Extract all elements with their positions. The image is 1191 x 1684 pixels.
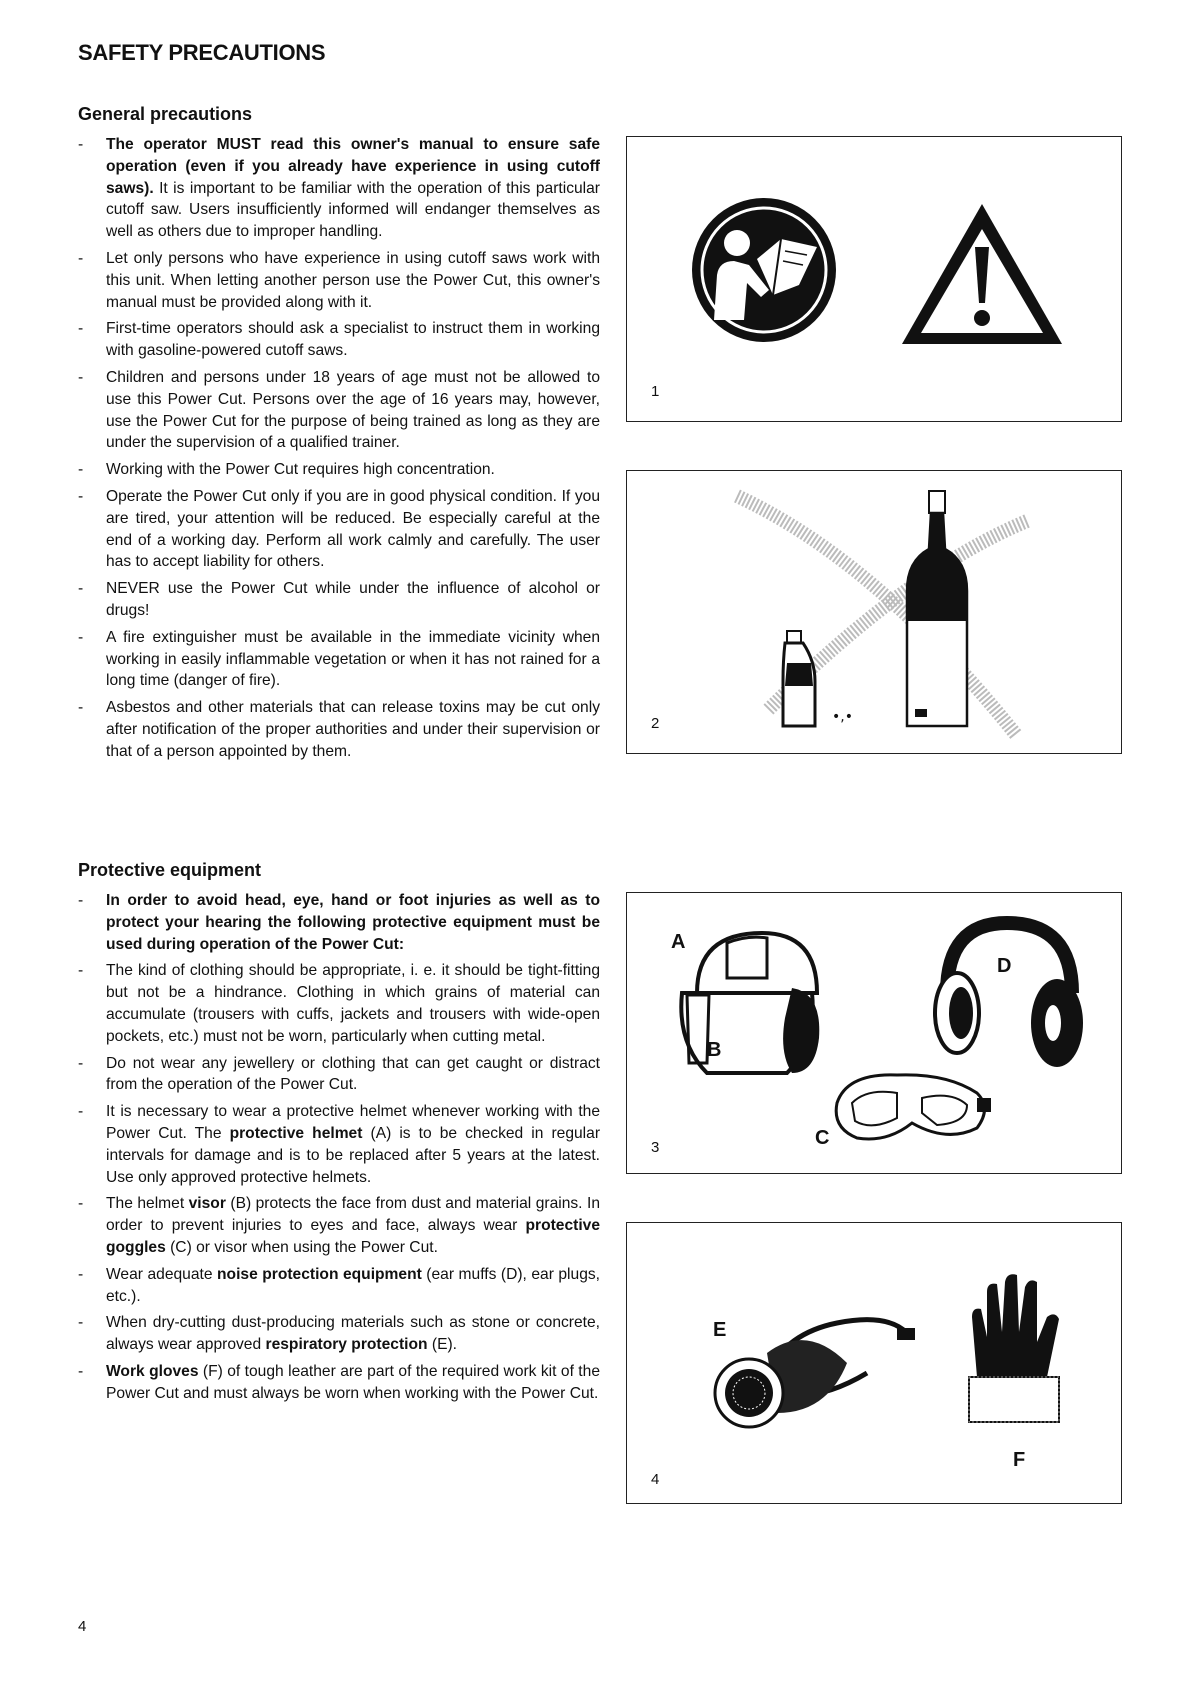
label-f: F [1013,1449,1026,1471]
list-item: - In order to avoid head, eye, hand or foot injuries as well as to protect your hearing the following protective equipment must be used during operation of the Power Cut: [78,892,600,953]
list-item: - It is necessary to wear a protective helmet whenever working with the Power Cut. The protective helmet (A) is to be checked in regular intervals for damage and is to be replaced after 5 years at the latest. Use only approved protective helmets. [78,1103,601,1186]
section-title-protective: Protective equipment [78,860,262,880]
figure-number: 3 [651,1139,660,1156]
label-d: D [997,955,1012,977]
list-item: - The operator MUST read this owner's manual to ensure safe operation (even if you already have experience in using cutoff saws). It is important to be familiar with the operation of this particular cutoff saw. Users insufficiently informed will endanger themselves as well as others due to improper handling. [78,136,600,241]
work-gloves-icon [947,1267,1077,1427]
figure-number: 2 [651,715,660,732]
protective-equipment-list [78,890,600,1410]
list-item: - Let only persons who have experience in using cutoff saws work with this unit. When letting another person use the Power Cut, this owner's manual must be provided along with it. [78,249,600,311]
svg-text:•,•: •,• [832,709,853,725]
list-item: - Wear adequate noise protection equipment (ear muffs (D), ear plugs, etc.). [78,1265,600,1305]
list-item: - The helmet visor (B) protects the face from dust and material grains. In order to prevent injuries to eyes and face, always wear protective goggles (C) or visor when using the Power Cut. [78,1195,600,1256]
figure-number: 1 [651,383,660,400]
general-precautions-list [78,134,600,768]
respirator-mask-icon [707,1293,927,1443]
list-item: - Do not wear any jewellery or clothing that can get caught or distract from the operation of the Power Cut. [78,1054,600,1094]
list-item: - Asbestos and other materials that can release toxins may be cut only after notification of the proper authorities and under their supervision or that of a person appointed by them. [78,699,600,760]
figure-number: 4 [651,1471,660,1488]
read-manual-icon [689,195,839,345]
label-a: A [671,931,686,953]
page-number: 4 [78,1618,87,1635]
list-item: - First-time operators should ask a specialist to instruct them in working with gasoline-powered cutoff saws. [78,320,600,360]
label-e: E [713,1319,727,1341]
figure-3 [626,892,1122,1174]
section-title-general: General precautions [78,104,253,124]
warning-triangle-icon [897,199,1067,349]
list-item: - The kind of clothing should be appropriate, i. e. it should be tight-fitting but not be a hindrance. Clothing in which grains of material can accumulate (trousers with cuffs, jackets and trousers with wide-open pockets, etc.) must not be worn, particularly when cutting metal. [78,962,600,1045]
list-item: - Children and persons under 18 years of age must not be allowed to use this Power Cut. Persons over the age of 16 years may, however, use the Power Cut for the purpose of being trained as long as they are under the supervision of a qualified trainer. [78,368,600,452]
label-c: C [815,1127,830,1149]
list-item: - A fire extinguisher must be available in the immediate vicinity when working in easily inflammable vegetation or when it has not rained for a long time (danger of fire). [78,628,600,690]
list-item: - Working with the Power Cut requires high concentration. [78,461,495,479]
list-item: - When dry-cutting dust-producing materials such as stone or concrete, always wear approved respiratory protection (E). [78,1314,600,1354]
figure-4 [626,1222,1122,1504]
label-b: B [707,1039,722,1061]
ear-muffs-icon [927,913,1087,1073]
figure-1 [626,136,1122,422]
page-title: SAFETY PRECAUTIONS [78,40,326,65]
list-item: - Work gloves (F) of tough leather are part of the required work kit of the Power Cut and must always be worn when working with the Power Cut. [78,1362,600,1402]
helmet-visor-icon [667,923,827,1093]
no-alcohol-drugs-icon [727,481,1117,746]
list-item: - NEVER use the Power Cut while under the influence of alcohol or drugs! [78,580,600,619]
figure-2 [626,470,1122,754]
protective-goggles-icon [827,1063,997,1153]
list-item: - Operate the Power Cut only if you are in good physical condition. If you are tired, your attention will be reduced. Be especially careful at the end of a working day. Perform all work calmly and carefully. The user has to accept liability for others. [78,487,600,571]
